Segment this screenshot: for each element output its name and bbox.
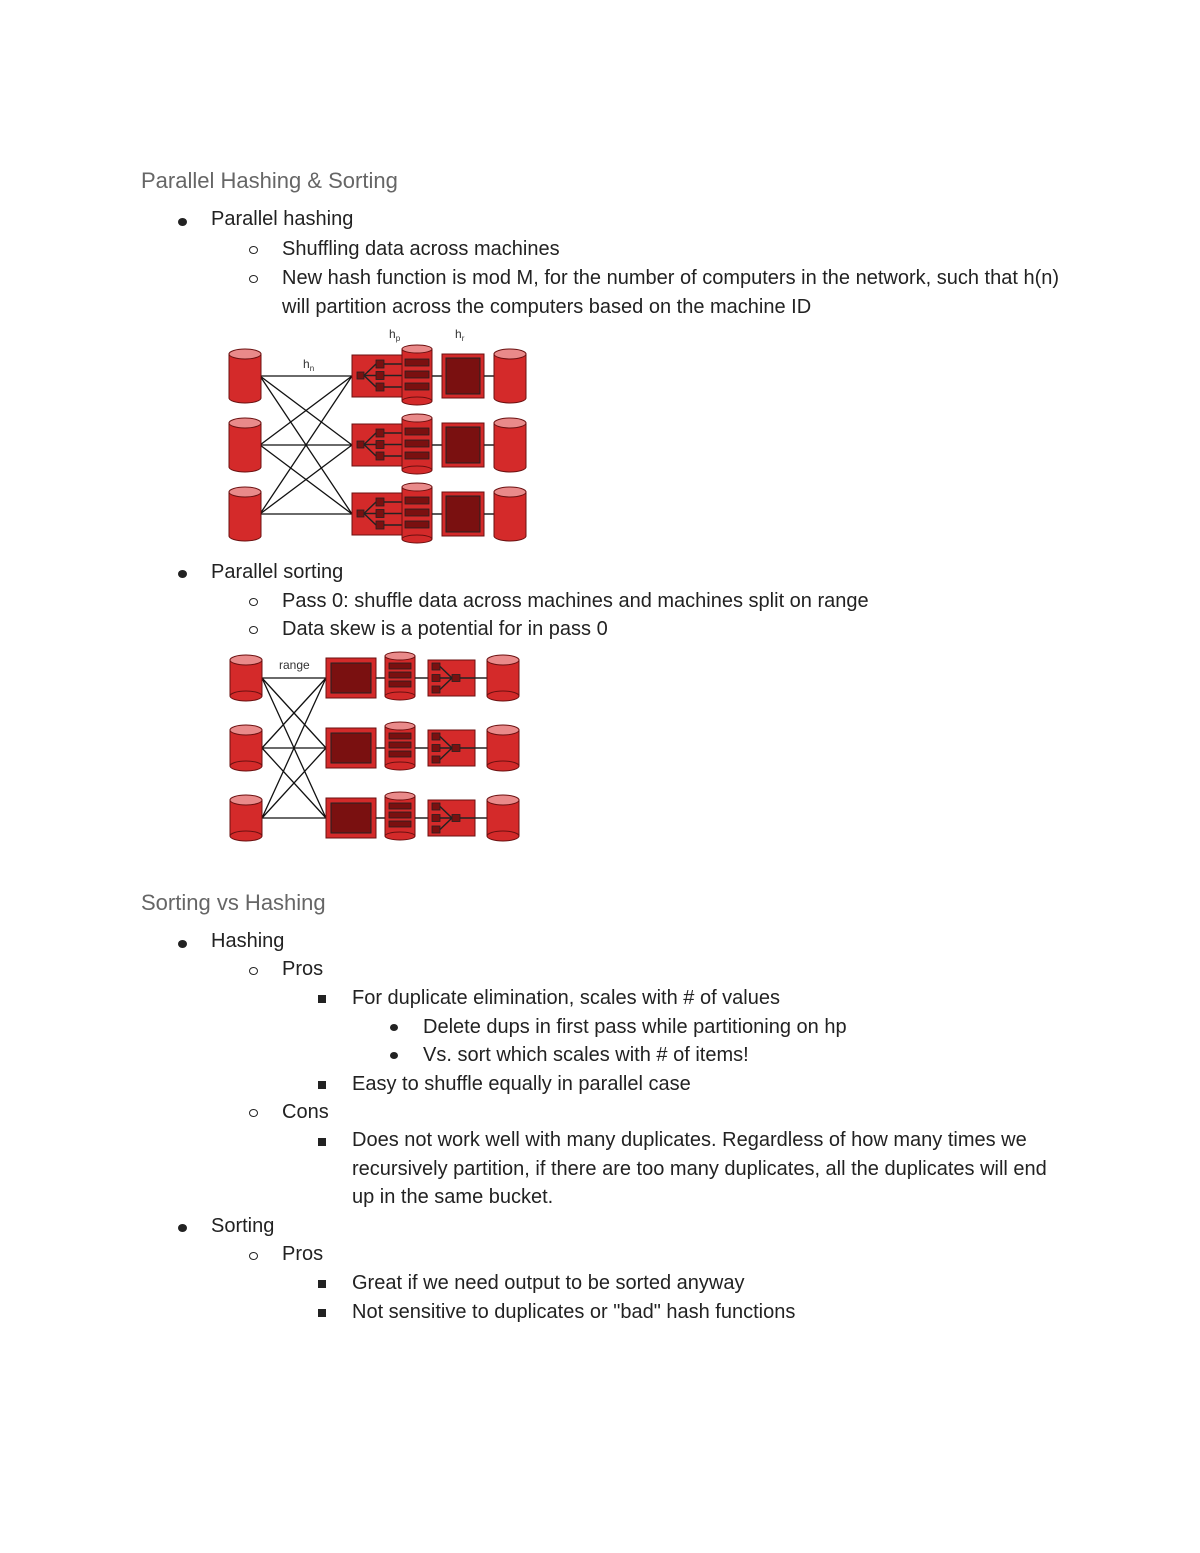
- item-parallel-hashing: Parallel hashing: [211, 208, 354, 230]
- item-parallel-sorting: Parallel sorting: [211, 561, 344, 583]
- point-new-hash: New hash function is mod M, for the number of computers in the network, such that h(n) will partition across the computers based on the machine ID: [282, 267, 1060, 318]
- bullet: [178, 1224, 187, 1232]
- hashing-pro-sub-1: Delete dups in first pass while partitioning on hp: [423, 1016, 847, 1038]
- bullet: [249, 626, 258, 634]
- parallel-sorting-diagram: [222, 648, 527, 844]
- item-hashing: Hashing: [211, 930, 285, 952]
- hashing-pros-label: Pros: [282, 958, 324, 980]
- bullet: [178, 218, 187, 226]
- bullet: [318, 1280, 326, 1288]
- sorting-pros-label: Pros: [282, 1243, 324, 1265]
- point-pass-0: Pass 0: shuffle data across machines and machines split on range: [282, 590, 869, 612]
- point-shuffling: Shuffling data across machines: [282, 238, 560, 260]
- bullet: [249, 275, 258, 283]
- section-title-sorting-vs-hashing: Sorting vs Hashing: [141, 890, 326, 915]
- disk-cylinder: [229, 487, 261, 541]
- hashing-pro-2: Easy to shuffle equally in parallel case: [352, 1073, 691, 1095]
- disk-cylinder: [229, 349, 261, 403]
- parallel-hashing-diagram: [222, 322, 532, 548]
- bullet: [390, 1052, 398, 1059]
- label-hr: $h_r$: [455, 327, 465, 343]
- bullet: [318, 1081, 326, 1089]
- bullet: [178, 940, 187, 948]
- label-hn: $h_n$: [303, 357, 315, 373]
- sorting-pro-2: Not sensitive to duplicates or "bad" hash functions: [352, 1301, 796, 1323]
- item-sorting: Sorting: [211, 1215, 275, 1237]
- bullet: [318, 1309, 326, 1317]
- bullet: [249, 1252, 258, 1260]
- bullet: [318, 1138, 326, 1146]
- section-title-parallel: Parallel Hashing & Sorting: [141, 168, 398, 193]
- label-hp: $h_p$: [389, 327, 401, 343]
- bullet: [249, 246, 258, 254]
- hashing-pro-sub-2: Vs. sort which scales with # of items!: [423, 1044, 749, 1066]
- bullet: [178, 570, 187, 578]
- bullet: [390, 1024, 398, 1031]
- disk-cylinder: [229, 418, 261, 472]
- bullet: [318, 995, 326, 1003]
- bullet: [249, 598, 258, 606]
- label-range: range: [279, 658, 310, 672]
- hashing-cons-label: Cons: [282, 1101, 329, 1123]
- point-data-skew: Data skew is a potential for in pass 0: [282, 618, 608, 640]
- hashing-pro-1: For duplicate elimination, scales with # of values: [352, 987, 780, 1009]
- sorting-pro-1: Great if we need output to be sorted anyway: [352, 1272, 745, 1294]
- bullet: [249, 1109, 258, 1117]
- bullet: [249, 967, 258, 975]
- hashing-con-1: Does not work well with many duplicates. Regardless of how many times we recursively partition, if there are too many duplicates, all the duplicates will end up in the same bucket.: [352, 1129, 1047, 1208]
